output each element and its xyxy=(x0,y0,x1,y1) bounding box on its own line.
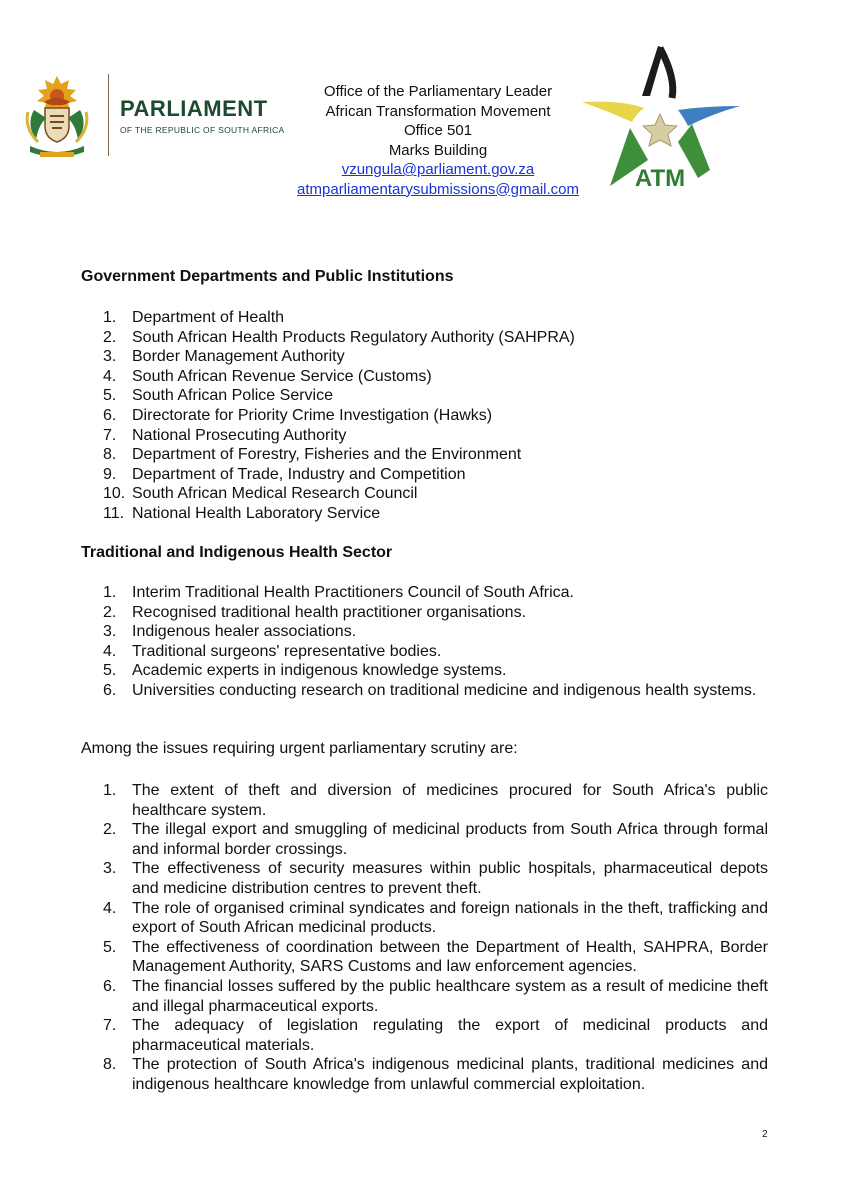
list-item: 2. Recognised traditional health practitioner organisations. xyxy=(103,603,527,621)
list-item: 3. Border Management Authority xyxy=(103,348,345,366)
page-number: 2 xyxy=(762,1129,768,1140)
list-item: 3. The effectiveness of security measures within public hospitals, pharmaceutical depots and medicine distribution centres to prevent theft. xyxy=(103,860,768,897)
list-item: 5. The effectiveness of coordination between the Department of Health, SAHPRA, Border Management Authority, SARS Customs and law enforcement agencies. xyxy=(103,938,768,976)
office-line: African Transformation Movement xyxy=(325,102,551,120)
list-item: 8. The protection of South Africa's indigenous medicinal plants, traditional medicines and indigenous healthcare knowledge from unlawful commercial exploitation. xyxy=(103,1056,768,1093)
list-item: 6. The financial losses suffered by the public healthcare system as a result of medicine theft and illegal pharmaceutical exports. xyxy=(103,977,768,1015)
list-item: 1. The extent of theft and diversion of medicines procured for South Africa's public healthcare system. xyxy=(103,782,768,819)
office-address xyxy=(238,82,638,199)
list-item: 2. South African Health Products Regulatory Authority (SAHPRA) xyxy=(103,328,575,346)
list-scrutiny-issues xyxy=(103,781,768,1095)
list-item: 4. Traditional surgeons' representative bodies. xyxy=(103,642,442,660)
section-heading-government: Government Departments and Public Institutions xyxy=(81,268,454,285)
office-line: Office 501 xyxy=(403,122,473,139)
list-item: 3. Indigenous healer associations. xyxy=(103,623,357,641)
list-government-departments xyxy=(103,308,768,524)
intro-paragraph: Among the issues requiring urgent parliamentary scrutiny are: xyxy=(81,740,518,757)
office-line: Marks Building xyxy=(388,141,488,159)
atm-logo-text: ATM xyxy=(634,165,686,192)
office-line: Office of the Parliamentary Leader xyxy=(323,83,553,100)
list-item: 7. National Prosecuting Authority xyxy=(103,426,347,444)
list-item: 7. The adequacy of legislation regulating the export of medicinal products and pharmaceutical materials. xyxy=(103,1017,768,1054)
list-item: 10. South African Medical Research Council xyxy=(103,485,418,503)
email-link-atm[interactable]: atmparliamentarysubmissions@gmail.com xyxy=(297,180,579,198)
list-item: 9. Department of Trade, Industry and Competition xyxy=(103,465,466,483)
logo-divider xyxy=(108,74,109,156)
list-item: 1. Interim Traditional Health Practitioners Council of South Africa. xyxy=(103,584,574,601)
list-item: 4. South African Revenue Service (Customs) xyxy=(103,367,432,385)
list-item: 6. Directorate for Priority Crime Investigation (Hawks) xyxy=(103,406,493,424)
list-item: 1. Department of Health xyxy=(103,309,285,326)
list-item: 6. Universities conducting research on traditional medicine and indigenous health systems. xyxy=(103,681,757,699)
coat-of-arms-icon xyxy=(16,72,98,160)
list-item: 4. The role of organised criminal syndicates and foreign nationals in the theft, trafficking and export of South African medicinal products. xyxy=(103,899,768,937)
list-traditional-health-sector xyxy=(103,583,768,701)
parliament-wordmark: PARLIAMENT xyxy=(120,96,268,121)
list-item: 5. Academic experts in indigenous knowledge systems. xyxy=(103,662,507,680)
list-item: 8. Department of Forestry, Fisheries and the Environment xyxy=(103,446,522,464)
list-item: 5. South African Police Service xyxy=(103,387,333,405)
list-item: 11. National Health Laboratory Service xyxy=(103,504,381,522)
atm-star-logo-icon xyxy=(580,44,742,194)
parliament-subtitle: OF THE REPUBLIC OF SOUTH AFRICA xyxy=(120,125,285,135)
list-item: 2. The illegal export and smuggling of medicinal products from South Africa through formal and informal border crossings. xyxy=(103,821,768,858)
section-heading-traditional: Traditional and Indigenous Health Sector xyxy=(81,544,393,561)
email-link-parliament[interactable]: vzungula@parliament.gov.za xyxy=(341,161,535,178)
